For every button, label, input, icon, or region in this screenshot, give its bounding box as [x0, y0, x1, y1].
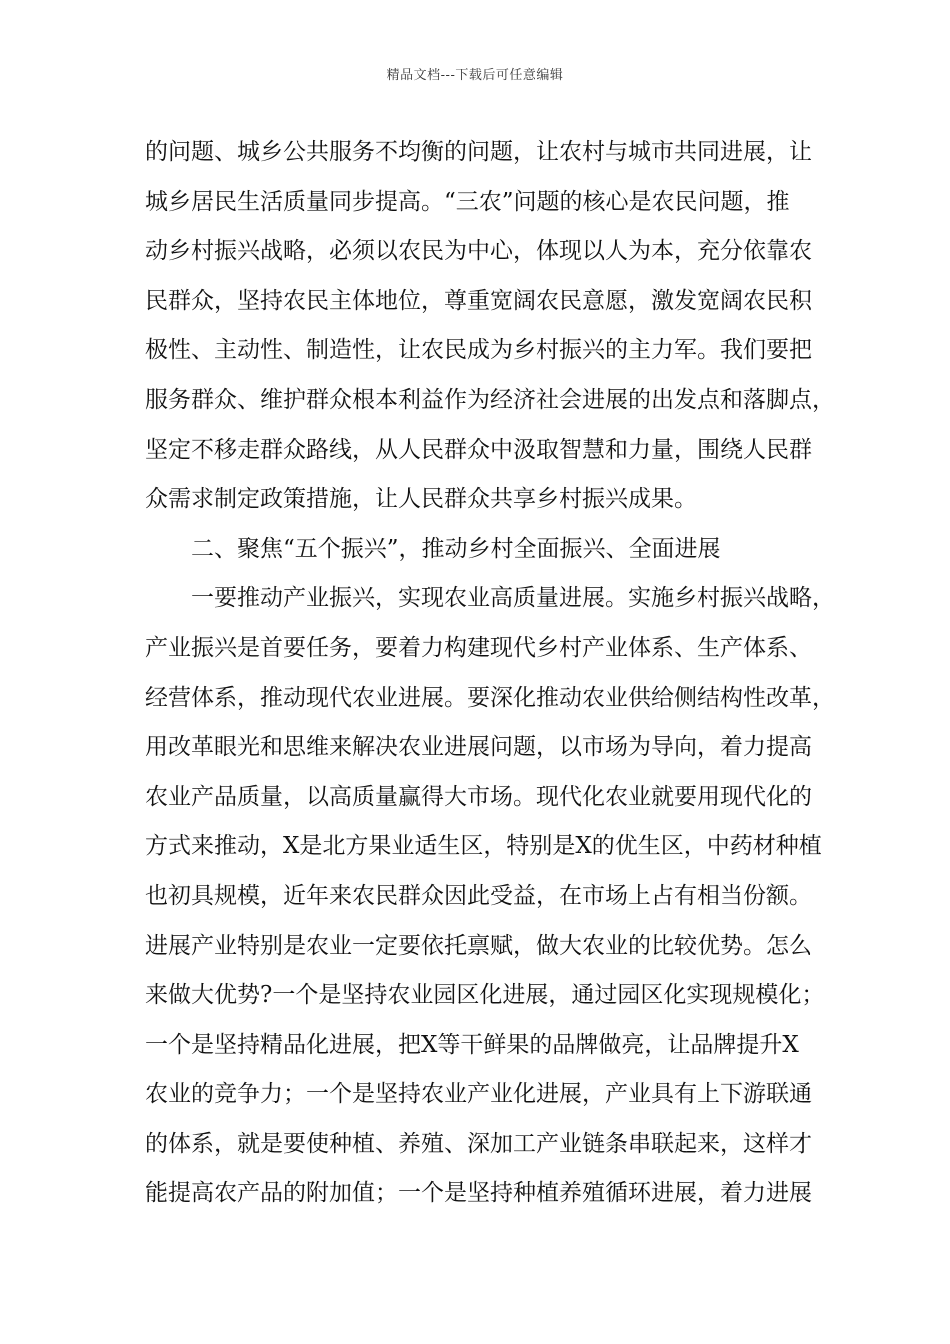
text-line: 方式来推动，X是北方果业适生区，特别是X的优生区，中药材种植 — [145, 833, 822, 860]
body-text — [145, 128, 835, 1219]
text-line: 众需求制定政策措施，让人民群众共享乡村振兴成果。 — [145, 486, 697, 513]
text-line: 经营体系，推动现代农业进展。要深化推动农业供给侧结构性改革， — [145, 684, 835, 711]
text-line: 城乡居民生活质量同步提高。“三农”问题的核心是农民问题，推 — [145, 188, 790, 215]
text-line: 的体系，就是要使种植、养殖、深加工产业链条串联起来，这样才 — [145, 1130, 812, 1157]
text-line: 一要推动产业振兴，实现农业高质量进展。实施乡村振兴战略， — [191, 585, 835, 612]
section-heading: 二、聚焦“五个振兴”，推动乡村全面振兴、全面进展 — [191, 535, 721, 562]
page-header: 精品文档---下载后可任意编辑 — [386, 68, 564, 83]
text-line: 动乡村振兴战略，必须以农民为中心，体现以人为本，充分依靠农 — [145, 238, 812, 265]
text-line: 一个是坚持精品化进展，把X等干鲜果的品牌做亮，让品牌提升X — [145, 1031, 799, 1058]
text-line: 农业的竞争力；一个是坚持农业产业化进展，产业具有上下游联通 — [145, 1081, 812, 1108]
text-line: 的问题、城乡公共服务不均衡的问题，让农村与城市共同进展，让 — [145, 139, 812, 165]
text-line: 坚定不移走群众路线，从人民群众中汲取智慧和力量，围绕人民群 — [145, 436, 812, 463]
text-line: 用改革眼光和思维来解决农业进展问题，以市场为导向，着力提高 — [145, 734, 812, 761]
text-line: 服务群众、维护群众根本利益作为经济社会进展的出发点和落脚点， — [145, 386, 835, 413]
text-line: 也初具规模，近年来农民群众因此受益，在市场上占有相当份额。 — [145, 882, 812, 909]
text-line: 产业振兴是首要任务，要着力构建现代乡村产业体系、生产体系、 — [145, 634, 812, 661]
text-line: 能提高农产品的附加值；一个是坚持种植养殖循环进展，着力进展 — [145, 1180, 812, 1207]
text-line: 农业产品质量，以高质量赢得大市场。现代化农业就要用现代化的 — [145, 783, 812, 810]
text-line: 来做大优势?一个是坚持农业园区化进展，通过园区化实现规模化； — [145, 982, 825, 1009]
text-line: 进展产业特别是农业一定要依托禀赋，做大农业的比较优势。怎么 — [145, 932, 812, 959]
text-line: 民群众，坚持农民主体地位，尊重宽阔农民意愿，激发宽阔农民积 — [145, 287, 812, 314]
text-line: 极性、主动性、制造性，让农民成为乡村振兴的主力军。我们要把 — [145, 337, 812, 364]
